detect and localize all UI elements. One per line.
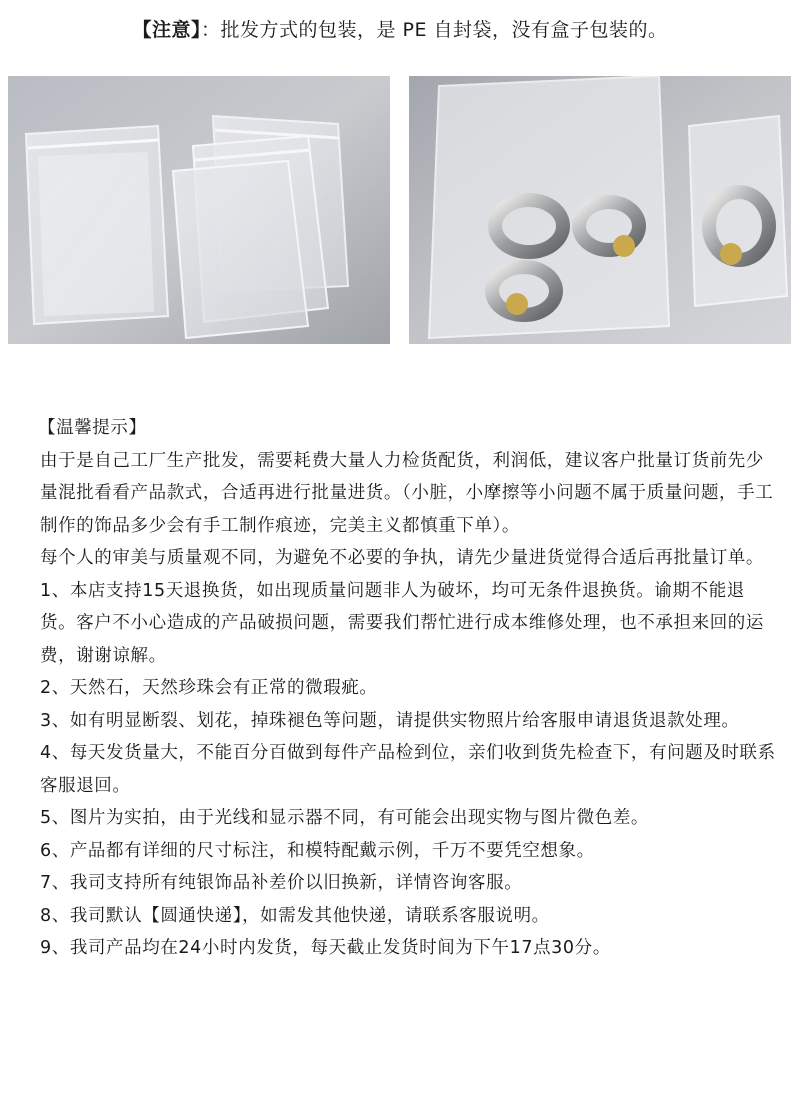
tips-item: 5、图片为实拍，由于光线和显示器不同，有可能会出现实物与图片微色差。 [40,808,650,828]
tips-heading: 【温馨提示】 [38,418,147,438]
tips-item: 7、我司支持所有纯银饰品补差价以旧换新，详情咨询客服。 [40,873,523,893]
tips-item: 2、天然石，天然珍珠会有正常的微瑕疵。 [40,678,378,698]
tips-item: 4、每天发货量大，不能百分百做到每件产品检到位，亲们收到货先检查下，有问题及时联系客服退回。 [40,743,776,796]
tips-item: 6、产品都有详细的尺寸标注，和模特配戴示例，千万不要凭空想象。 [40,840,595,861]
tips-item: 9、我司产品均在24小时内发货，每天截止发货时间为下午17点30分。 [40,938,611,958]
notice-lead: 【注意】 [132,19,201,41]
empty-pe-bags-photo [8,76,390,344]
tips-item: 1、本店支持15天退换货，如出现质量问题非人为破坏，均可无条件退换货。谕期不能退货。客户不小心造成的产品破损问题，需要我们帮忙进行成本维修处理，也不承担来回的运费，谢谢谅解。 [40,580,764,666]
packaging-notice [0,14,800,46]
tips-item: 3、如有明显断裂、划花，掉珠褪色等问题，请提供实物照片给客服申请退货退款处理。 [40,710,740,731]
warm-tips-section [40,412,780,965]
tips-paragraph: 由于是自己工厂生产批发，需要耗费大量人力检货配货，利润低，建议客户批量订货前先少量混批看看产品款式，合适再进行批量进货。（小脏，小摩擦等小问题不属于质量问题，手工制作的饰品多少会有手工制作痕迹，完美主义都慎重下单）。 [40,450,774,536]
notice-text: ：批发方式的包装，是 PE 自封袋，没有盒子包装的。 [200,19,668,41]
rings-in-bags-photo [409,76,791,344]
tips-item: 8、我司默认【圆通快递】，如需发其他快递，请联系客服说明。 [40,905,550,926]
tips-paragraph: 每个人的审美与质量观不同，为避免不必要的争执，请先少量进货觉得合适后再批量订单。 [40,548,764,568]
